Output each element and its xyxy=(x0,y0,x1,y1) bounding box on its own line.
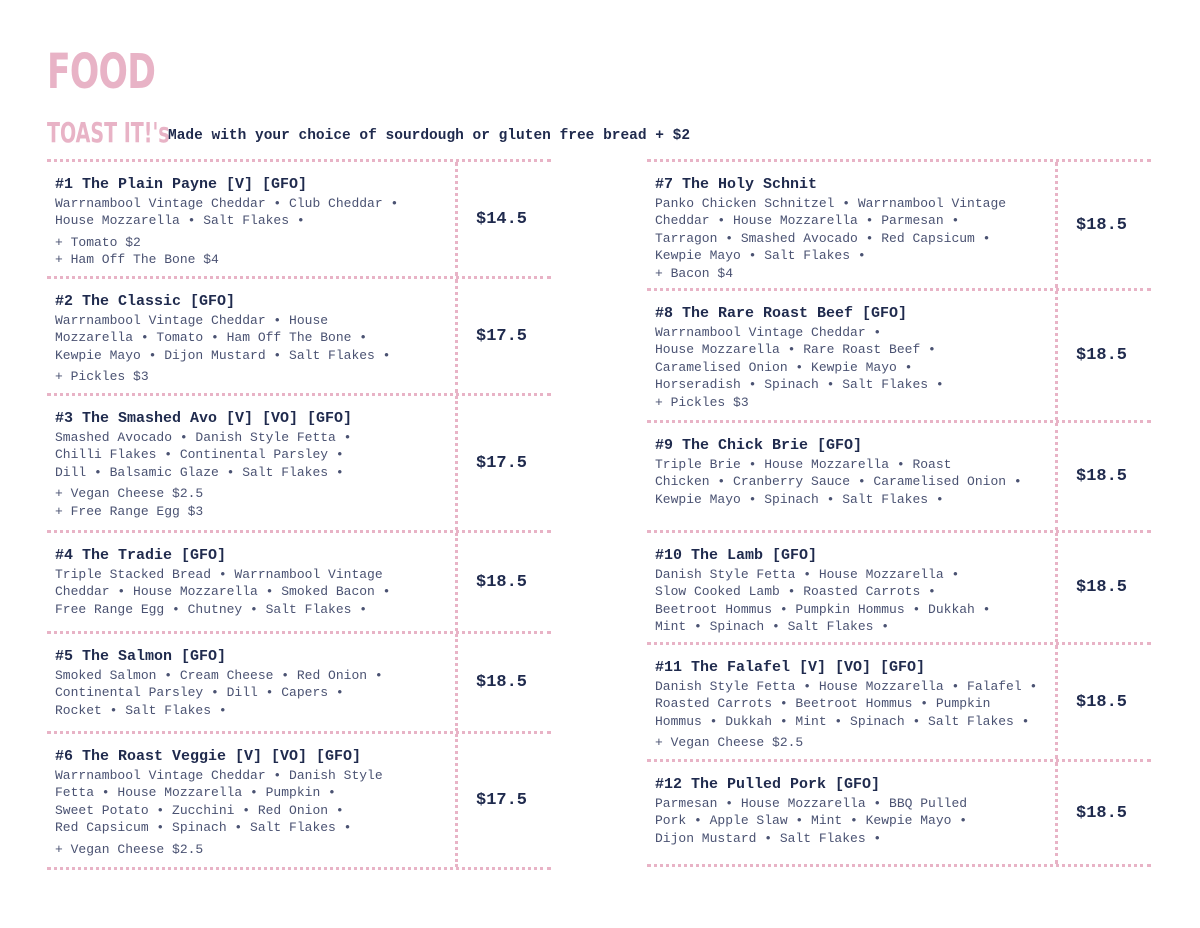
menu-item-description: Parmesan • House Mozzarella • BBQ Pulled Pork • Apple Slaw • Mint • Kewpie Mayo • Dijon Mustard • Salt Flakes • xyxy=(655,796,968,846)
menu-item-details xyxy=(47,396,458,530)
menu-item-name: #6 The Roast Veggie [V] [VO] [GFO] xyxy=(55,748,362,765)
menu-item-name: #9 The Chick Brie [GFO] xyxy=(655,437,863,454)
menu-item xyxy=(47,734,551,870)
menu-item-extra: + Tomato $2 xyxy=(55,234,141,250)
menu-item xyxy=(47,279,551,396)
menu-item-price: $14.5 xyxy=(476,209,528,229)
menu-item-details xyxy=(647,762,1058,864)
menu-item-description: Panko Chicken Schnitzel • Warrnambool Vintage Cheddar • House Mozzarella • Parmesan • Tarragon • Smashed Avocado • Red Capsicum • Kewpie Mayo • Salt Flakes • + Bacon $4 xyxy=(655,196,1007,281)
menu-item-price: $17.5 xyxy=(476,453,528,473)
menu-item-details xyxy=(47,162,458,276)
menu-item-extra: + Pickles $3 xyxy=(55,369,149,385)
menu-item-name: #4 The Tradie [GFO] xyxy=(55,547,227,564)
menu-item-description: Danish Style Fetta • House Mozzarella • Falafel • Roasted Carrots • Beetroot Hommus • Pumpkin Hommus • Dukkah • Mint • Spinach • Salt Flakes • xyxy=(655,679,1038,729)
menu-item-extra: + Free Range Egg $3 xyxy=(55,503,204,519)
menu-item-name: #12 The Pulled Pork [GFO] xyxy=(655,776,881,793)
menu-item-details xyxy=(647,645,1058,759)
menu-item-description: Smashed Avocado • Danish Style Fetta • Chilli Flakes • Continental Parsley • Dill • Balsamic Glaze • Salt Flakes • xyxy=(55,430,352,480)
menu-item-price: $18.5 xyxy=(476,673,528,692)
menu-item xyxy=(647,533,1151,645)
menu-item-extras xyxy=(55,368,455,385)
menu-column-left xyxy=(47,159,551,870)
menu-item-price: $18.5 xyxy=(1076,467,1128,486)
menu-item-price: $18.5 xyxy=(1076,692,1128,712)
menu-item-details xyxy=(47,533,458,631)
menu-item-details xyxy=(647,423,1058,530)
menu-item-price: $18.5 xyxy=(1076,346,1128,365)
menu-item-details xyxy=(47,279,458,393)
menu-item-price: $18.5 xyxy=(1076,803,1128,823)
section-title: TOAST IT!'s xyxy=(47,116,170,149)
menu-item-details xyxy=(47,634,458,731)
menu-item-extra: + Vegan Cheese $2.5 xyxy=(655,735,804,751)
menu-item-description: Warrnambool Vintage Cheddar • Danish Style Fetta • House Mozzarella • Pumpkin • Sweet Potato • Zucchini • Red Onion • Red Capsicum • Spinach • Salt Flakes • xyxy=(55,768,383,836)
menu-item-extras xyxy=(55,841,455,858)
menu-item-description: Warrnambool Vintage Cheddar • House Mozzarella • Tomato • Ham Off The Bone • Kewpie Mayo • Dijon Mustard • Salt Flakes • xyxy=(55,313,391,363)
menu-item-price: $17.5 xyxy=(476,791,528,810)
menu-item xyxy=(47,634,551,734)
menu-item-description: Warrnambool Vintage Cheddar • House Mozzarella • Rare Roast Beef • Caramelised Onion • Kewpie Mayo • Horseradish • Spinach • Salt Flakes • + Pickles $3 xyxy=(655,325,944,410)
menu-item-name: #1 The Plain Payne [V] [GFO] xyxy=(55,176,308,193)
menu-item-name: #2 The Classic [GFO] xyxy=(55,293,236,310)
menu-item-price: $18.5 xyxy=(1076,215,1128,235)
menu-item-name: #10 The Lamb [GFO] xyxy=(655,547,818,564)
menu-item-price: $18.5 xyxy=(476,572,528,592)
menu-item-description: Warrnambool Vintage Cheddar • Club Cheddar • House Mozzarella • Salt Flakes • xyxy=(55,196,399,229)
section-note: Made with your choice of sourdough or gluten free bread + $2 xyxy=(168,128,691,144)
menu-item xyxy=(47,396,551,533)
menu-item-description: Danish Style Fetta • House Mozzarella • Slow Cooked Lamb • Roasted Carrots • Beetroot Hommus • Pumpkin Hommus • Dukkah • Mint • Spinach • Salt Flakes • xyxy=(655,567,991,635)
menu-item xyxy=(647,291,1151,423)
menu-item-extras xyxy=(55,485,455,520)
menu-item xyxy=(647,423,1151,533)
menu-item-description: Triple Brie • House Mozzarella • Roast Chicken • Cranberry Sauce • Caramelised Onion • Kewpie Mayo • Spinach • Salt Flakes • xyxy=(655,457,1022,507)
menu-item-price: $17.5 xyxy=(476,326,528,346)
menu-item xyxy=(647,762,1151,867)
menu-item-details xyxy=(47,734,458,867)
menu-item-extra: + Vegan Cheese $2.5 xyxy=(55,486,204,502)
menu-item-details xyxy=(647,291,1058,420)
menu-item-details xyxy=(647,533,1058,642)
menu-item-price: $18.5 xyxy=(1076,578,1128,597)
menu-item-details xyxy=(647,162,1058,288)
menu-item-name: #7 The Holy Schnit xyxy=(655,176,818,193)
menu-item-name: #5 The Salmon [GFO] xyxy=(55,648,227,665)
menu-item-description: Smoked Salmon • Cream Cheese • Red Onion • Continental Parsley • Dill • Capers • Rocket • Salt Flakes • xyxy=(55,668,383,718)
menu-item-description: Triple Stacked Bread • Warrnambool Vintage Cheddar • House Mozzarella • Smoked Bacon • Free Range Egg • Chutney • Salt Flakes • xyxy=(55,567,391,617)
menu-item-extra: + Ham Off The Bone $4 xyxy=(55,252,219,268)
menu-item-name: #3 The Smashed Avo [V] [VO] [GFO] xyxy=(55,410,353,427)
menu-item-extras xyxy=(655,734,1055,751)
menu-item xyxy=(47,159,551,279)
menu-item xyxy=(647,159,1151,291)
menu-item-extra: + Vegan Cheese $2.5 xyxy=(55,841,204,857)
menu-item-extras xyxy=(55,234,455,269)
menu-item xyxy=(47,533,551,634)
page-title: FOOD xyxy=(47,44,156,100)
menu-item-name: #8 The Rare Roast Beef [GFO] xyxy=(655,305,908,322)
menu-column-right xyxy=(647,159,1151,867)
menu-item-name: #11 The Falafel [V] [VO] [GFO] xyxy=(655,659,926,676)
menu-item xyxy=(647,645,1151,762)
